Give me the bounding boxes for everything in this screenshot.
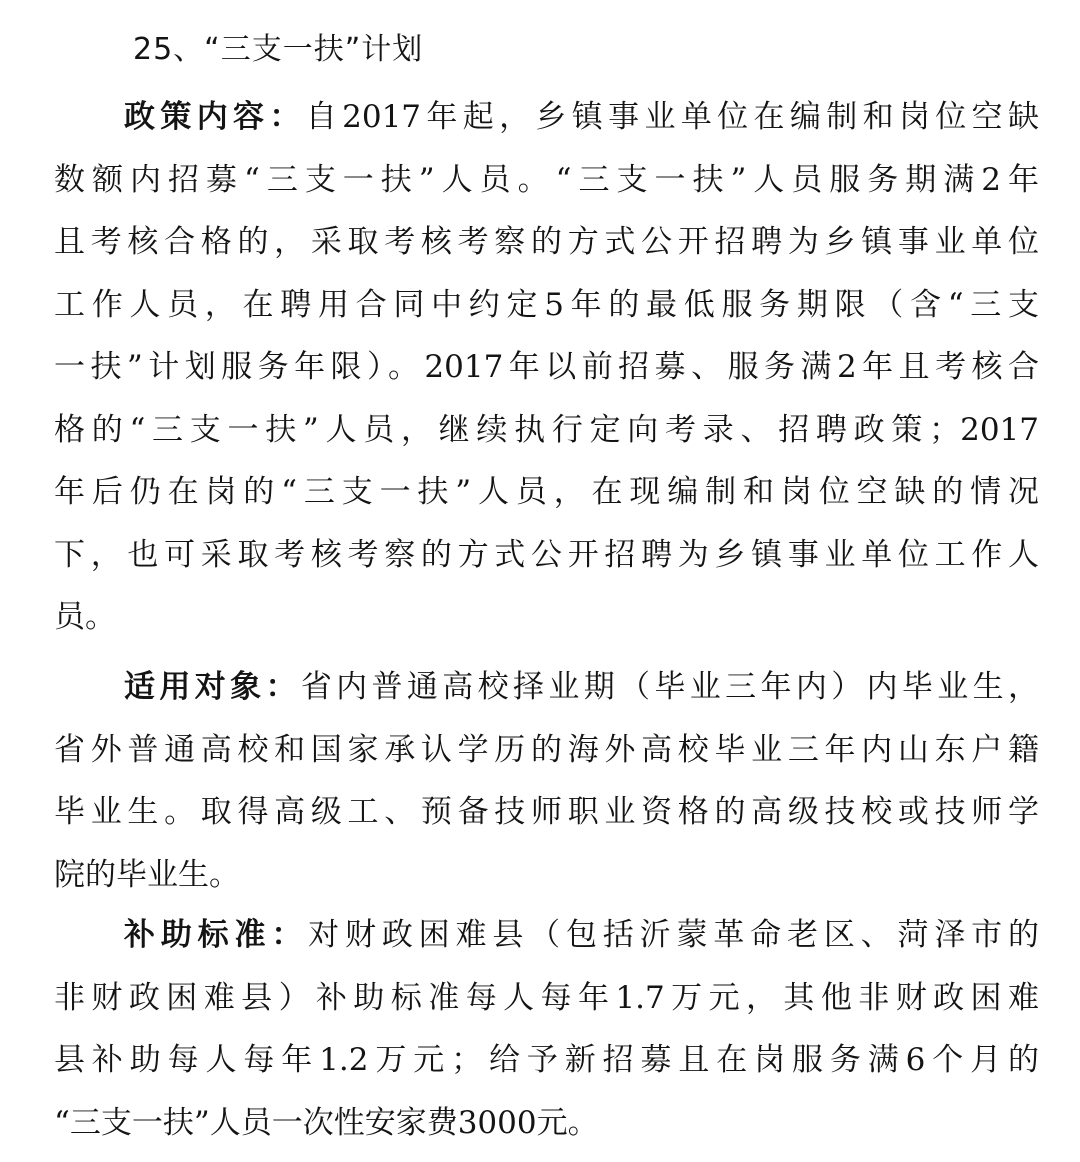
subsidy-standard-label: 补助标准：	[124, 917, 309, 953]
line-text: 自2017年起，乡镇事业单位在编制和岗位空缺	[305, 99, 1040, 135]
target-group-paragraph	[54, 656, 1039, 906]
paragraph-line: 一扶”计划服务年限）。2017年以前招募、服务满2年且考核合	[54, 349, 1039, 385]
section-heading: 25、“三支一扶”计划	[133, 32, 424, 67]
subsidy-standard-paragraph	[54, 904, 1039, 1154]
policy-content-paragraph	[54, 86, 1039, 649]
policy-content-label: 政策内容：	[124, 99, 306, 135]
paragraph-line	[54, 904, 1039, 967]
paragraph-line: 且考核合格的，采取考核考察的方式公开招聘为乡镇事业单位	[54, 224, 1039, 260]
paragraph-line: 格的“三支一扶”人员，继续执行定向考录、招聘政策；2017	[54, 411, 1039, 448]
paragraph-line: “三支一扶”人员一次性安家费3000元。	[54, 1104, 599, 1141]
paragraph-line: 毕业生。取得高级工、预备技师职业资格的高级技校或技师学	[54, 794, 1039, 830]
line-text: 对财政困难县（包括沂蒙革命老区、菏泽市的	[308, 917, 1040, 953]
paragraph-line: 年后仍在岗的“三支一扶”人员，在现编制和岗位空缺的情况	[54, 474, 1039, 510]
paragraph-line: 工作人员，在聘用合同中约定5年的最低服务期限（含“三支	[54, 286, 1039, 323]
paragraph-line: 省外普通高校和国家承认学历的海外高校毕业三年内山东户籍	[54, 731, 1039, 768]
paragraph-line: 县补助每人每年1.2万元；给予新招募且在岗服务满6个月的	[54, 1042, 1039, 1078]
paragraph-line: 非财政困难县）补助标准每人每年1.7万元，其他非财政困难	[54, 979, 1039, 1016]
target-group-label: 适用对象：	[124, 669, 301, 705]
paragraph-line: 下，也可采取考核考察的方式公开招聘为乡镇事业单位工作人	[54, 536, 1039, 573]
paragraph-line: 院的毕业生。	[54, 856, 240, 893]
paragraph-line	[54, 86, 1039, 149]
paragraph-line: 员。	[54, 599, 116, 635]
line-text: 省内普通高校择业期（毕业三年内）内毕业生，	[300, 669, 1040, 705]
paragraph-line	[54, 656, 1039, 719]
paragraph-line: 数额内招募“三支一扶”人员。“三支一扶”人员服务期满2年	[54, 161, 1039, 198]
